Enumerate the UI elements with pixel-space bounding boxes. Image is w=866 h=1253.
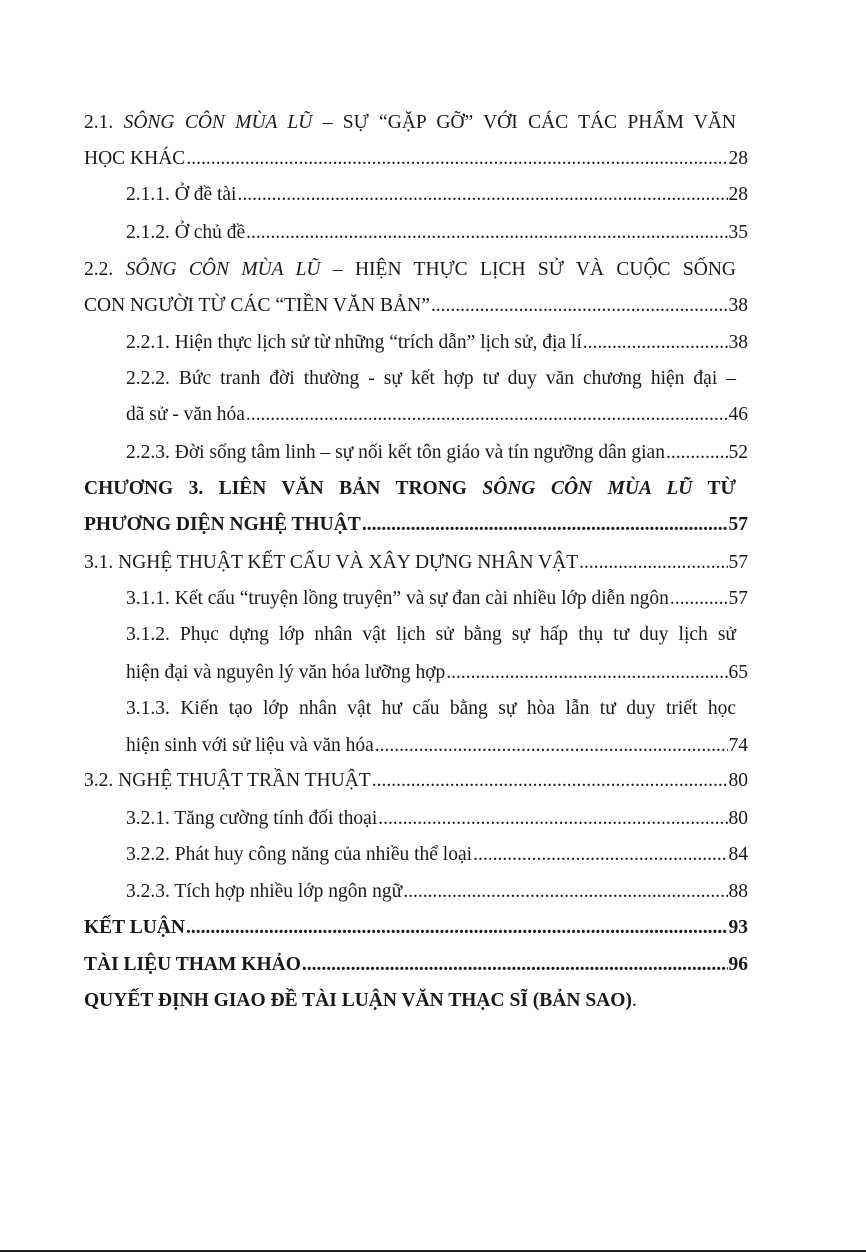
toc-page-number: 52 bbox=[728, 442, 748, 463]
toc-leader bbox=[246, 402, 728, 428]
toc-text: 2.2.2. Bức tranh đời thường - sự kết hợp tư duy văn chương hiện đại – bbox=[126, 368, 736, 389]
toc-page-number: 28 bbox=[728, 148, 748, 169]
toc-leader bbox=[670, 586, 728, 612]
toc-text: TỪ bbox=[692, 478, 736, 499]
toc-entry-3-2-3 bbox=[126, 879, 748, 905]
toc-entry-3-1-1 bbox=[126, 586, 748, 612]
toc-title: 2.2.3. Đời sống tâm linh – sự nối kết tôn giáo và tín ngưỡng dân gian bbox=[126, 442, 665, 463]
toc-leader bbox=[362, 512, 728, 538]
toc-entry-3-2-2 bbox=[126, 842, 748, 868]
toc-leader bbox=[446, 660, 727, 686]
toc-page-number: 74 bbox=[728, 735, 748, 756]
toc-title: TÀI LIỆU THAM KHẢO bbox=[84, 954, 301, 975]
toc-page-number: 38 bbox=[728, 332, 748, 353]
toc-entry-2-2-line1 bbox=[84, 257, 736, 283]
toc-page-number: 38 bbox=[728, 295, 748, 316]
toc-entry-conclusion bbox=[84, 915, 748, 941]
toc-text: CHƯƠNG 3. LIÊN VĂN BẢN TRONG bbox=[84, 478, 483, 499]
toc-title: CON NGƯỜI TỪ CÁC “TIỀN VĂN BẢN” bbox=[84, 295, 430, 316]
toc-text-italic: SÔNG CÔN MÙA LŨ bbox=[125, 259, 321, 280]
toc-title: 2.1.1. Ở đề tài bbox=[126, 184, 237, 205]
toc-leader bbox=[431, 293, 728, 319]
toc-entry-decision bbox=[84, 988, 637, 1014]
toc-entry-3-1-2-line1 bbox=[126, 622, 736, 648]
toc-entry-3-2 bbox=[84, 768, 748, 794]
toc-title: 2.2.1. Hiện thực lịch sử từ những “trích dẫn” lịch sử, địa lí bbox=[126, 332, 582, 353]
toc-page-number: 28 bbox=[728, 184, 748, 205]
toc-entry-2-2-1 bbox=[126, 330, 748, 356]
toc-leader bbox=[237, 182, 727, 208]
toc-title: PHƯƠNG DIỆN NGHỆ THUẬT bbox=[84, 514, 361, 535]
toc-entry-2-1-1 bbox=[126, 182, 748, 208]
toc-title: 3.2.3. Tích hợp nhiều lớp ngôn ngữ bbox=[126, 881, 403, 902]
toc-leader bbox=[375, 733, 728, 759]
toc-entry-3-1-3-line2 bbox=[126, 733, 748, 759]
toc-entry-2-1-line2 bbox=[84, 146, 748, 172]
toc-entry-2-2-2-line1 bbox=[126, 366, 736, 392]
toc-entry-3-1-3-line1 bbox=[126, 696, 736, 722]
toc-title: hiện sinh với sử liệu và văn hóa bbox=[126, 735, 374, 756]
toc-title: QUYẾT ĐỊNH GIAO ĐỀ TÀI LUẬN VĂN THẠC SĨ (BẢN SAO) bbox=[84, 990, 632, 1011]
toc-title: HỌC KHÁC bbox=[84, 148, 186, 169]
toc-leader bbox=[666, 440, 728, 466]
toc-leader bbox=[378, 806, 727, 832]
toc-page-number: 57 bbox=[728, 514, 748, 535]
toc-entry-3-1 bbox=[84, 550, 748, 576]
toc-title: 3.2. NGHỆ THUẬT TRẦN THUẬT bbox=[84, 770, 371, 791]
toc-entry-references bbox=[84, 952, 748, 978]
toc-page-number: 96 bbox=[728, 954, 748, 975]
toc-page-number: 46 bbox=[728, 404, 748, 425]
toc-text: – HIỆN THỰC LỊCH SỬ VÀ CUỘC SỐNG bbox=[320, 259, 737, 280]
toc-page-number: 65 bbox=[728, 662, 748, 683]
toc-page-number: 93 bbox=[728, 917, 748, 938]
toc-title: dã sử - văn hóa bbox=[126, 404, 245, 425]
toc-entry-chapter-3-line2 bbox=[84, 512, 748, 538]
toc-leader bbox=[246, 220, 727, 246]
toc-entry-3-1-2-line2 bbox=[126, 660, 748, 686]
toc-title: 3.1. NGHỆ THUẬT KẾT CẤU VÀ XÂY DỰNG NHÂN VẬT bbox=[84, 552, 579, 573]
toc-title: 3.1.1. Kết cấu “truyện lồng truyện” và sự đan cài nhiều lớp diễn ngôn bbox=[126, 588, 669, 609]
toc-leader bbox=[302, 952, 728, 978]
toc-text: 3.1.3. Kiến tạo lớp nhân vật hư cấu bằng sự hòa lẫn tư duy triết học bbox=[126, 698, 736, 719]
toc-page-number: 80 bbox=[728, 770, 748, 791]
toc-title: KẾT LUẬN bbox=[84, 917, 185, 938]
toc-page-number: 80 bbox=[728, 808, 748, 829]
toc-text: 2.2. bbox=[84, 259, 126, 280]
page-bottom-border bbox=[0, 1250, 866, 1252]
toc-leader bbox=[579, 550, 727, 576]
toc-title: 3.2.2. Phát huy công năng của nhiều thể loại bbox=[126, 844, 473, 865]
toc-trailing-period: . bbox=[631, 990, 637, 1011]
toc-leader bbox=[186, 146, 727, 172]
toc-entry-2-2-3 bbox=[126, 440, 748, 466]
toc-entry-3-2-1 bbox=[126, 806, 748, 832]
toc-entry-2-1-2 bbox=[126, 220, 748, 246]
toc-title: hiện đại và nguyên lý văn hóa lưỡng hợp bbox=[126, 662, 446, 683]
toc-entry-2-1-line1 bbox=[84, 110, 736, 136]
toc-title: 2.1.2. Ở chủ đề bbox=[126, 222, 246, 243]
toc-text: 2.1. bbox=[84, 112, 124, 133]
toc-entry-2-2-line2 bbox=[84, 293, 748, 319]
toc-text: 3.1.2. Phục dựng lớp nhân vật lịch sử bằng sự hấp thụ tư duy lịch sử bbox=[126, 624, 736, 645]
toc-leader bbox=[403, 879, 727, 905]
toc-page-number: 84 bbox=[728, 844, 748, 865]
toc-text-italic: SÔNG CÔN MÙA LŨ bbox=[123, 112, 313, 133]
toc-page-number: 35 bbox=[728, 222, 748, 243]
toc-leader bbox=[473, 842, 727, 868]
toc-text-italic: SÔNG CÔN MÙA LŨ bbox=[482, 478, 693, 499]
toc-leader bbox=[583, 330, 728, 356]
toc-page-number: 57 bbox=[728, 552, 748, 573]
toc-leader bbox=[186, 915, 728, 941]
toc-leader bbox=[372, 768, 728, 794]
toc-page-number: 57 bbox=[728, 588, 748, 609]
toc-entry-2-2-2-line2 bbox=[126, 402, 748, 428]
toc-entry-chapter-3-line1 bbox=[84, 476, 736, 502]
toc-text: – SỰ “GẶP GỠ” VỚI CÁC TÁC PHẨM VĂN bbox=[312, 112, 737, 133]
toc-page-number: 88 bbox=[728, 881, 748, 902]
toc-title: 3.2.1. Tăng cường tính đối thoại bbox=[126, 808, 378, 829]
